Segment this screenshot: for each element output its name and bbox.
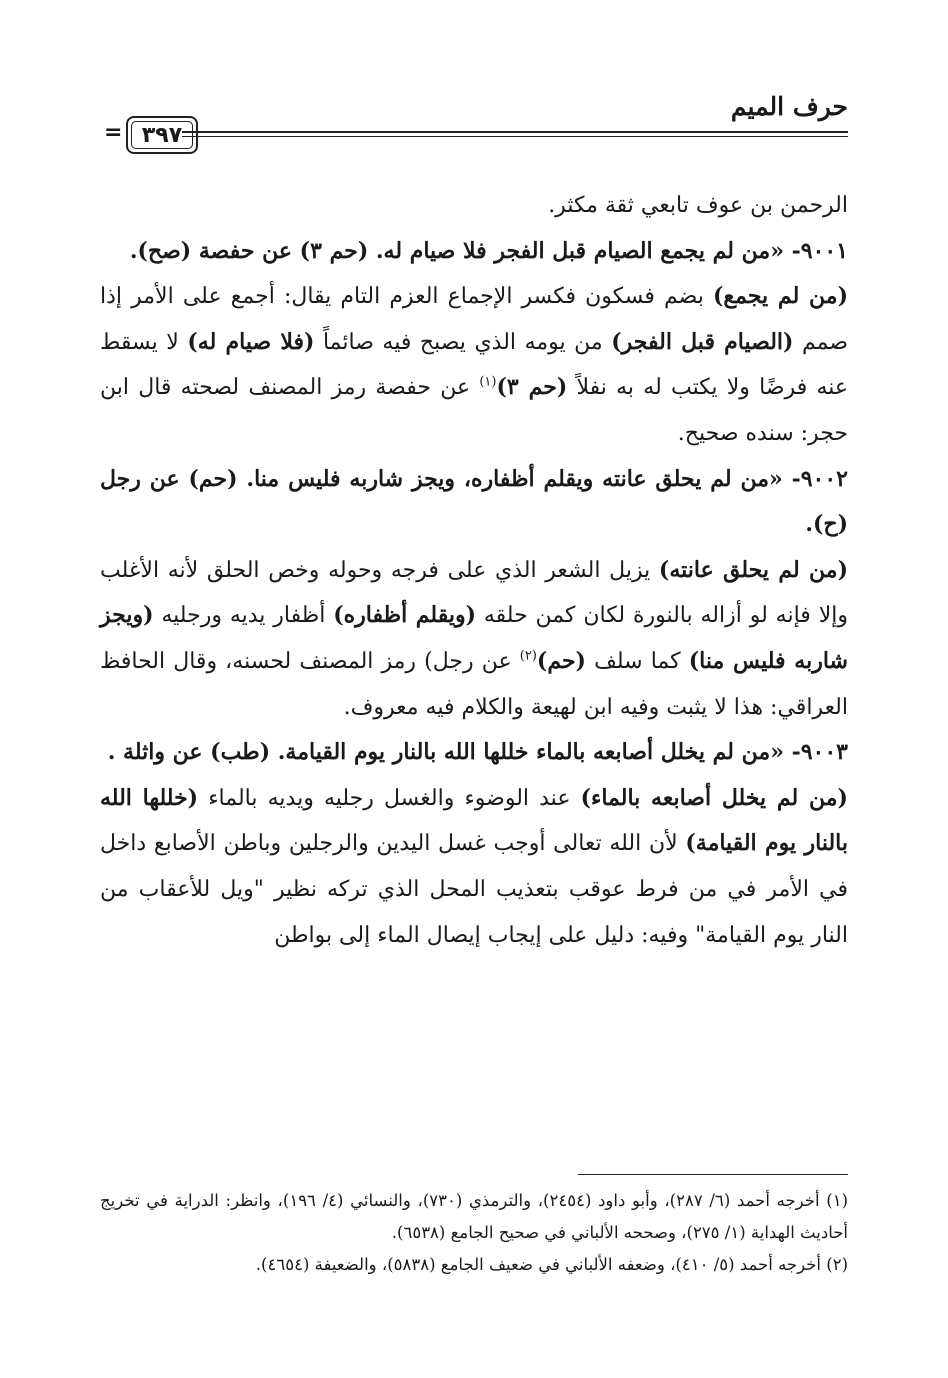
quoted-term: (من لم يحلق عانته) [658,556,848,583]
commentary-9003 [100,776,848,958]
main-text [100,183,848,958]
hadith-entry-9003: ٩٠٠٣- «من لم يخلل أصابعه بالماء خللها الله بالنار يوم القيامة. (طب) عن واثلة . [107,739,848,766]
footnote-marker: (١) [479,375,497,391]
paragraph-continuation: الرحمن بن عوف تابعي ثقة مكثر. [548,193,848,218]
header-ornament: = [104,120,123,145]
quoted-term: (ويجز شاربه فليس منا) [100,602,848,674]
commentary-text: عن رجل) رمز المصنف لحسنه، وقال الحافظ العراقي: هذا لا يثبت وفيه ابن لهيعة والكلام فيه معروف. [100,648,848,720]
commentary-text: لأن الله تعالى أوجب غسل اليدين والرجلين وباطن الأصابع داخل في الأمر في من فرط عوقب بتعذيب المحل الذي تركه نظير "ويل للأعقاب من النار يوم القيامة" وفيه: دليل على إيجاب إيصال الماء إلى بواطن [100,831,848,948]
running-header-title: حرف الميم [730,92,848,121]
page-number: ٣٩٧ [131,121,193,149]
footnotes [100,1185,848,1281]
commentary-text: عن حفصة رمز المصنف لصحته قال ابن حجر: سنده صحيح. [100,375,848,446]
quoted-term: (الصيام قبل الفجر) [611,328,794,355]
commentary-9002 [100,548,848,730]
commentary-text: أظفار يديه ورجليه [153,603,334,629]
quoted-term: (فلا صيام له) [187,328,315,355]
commentary-text: بضم فسكون فكسر الإجماع العزم التام يقال: أجمع على الأمر إذا صمم [100,284,849,355]
commentary-text: يزيل الشعر الذي على فرجه وحوله وخص الحلق لأنه الأغلب وإلا فإنه لو أزاله بالنورة لكان كمن حلقه [100,557,848,629]
footnote-1: (١) أخرجه أحمد (٦/ ٢٨٧)، وأبو داود (٢٤٥٤)، والترمذي (٧٣٠)، والنسائي (٤/ ١٩٦)، وانظر: الدراية في تخريج أحاديث الهداية (١/ ٢٧٥)، وصححه الألباني في صحيح الجامع (٦٥٣٨). [100,1191,848,1242]
quoted-term: (حم ٣) [496,374,568,401]
commentary-text: كما سلف [585,648,689,674]
header-rule-thin [182,136,848,137]
quoted-term: (من لم يجمع) [712,283,848,310]
commentary-text: من يومه الذي يصبح فيه صائماً [314,329,612,355]
commentary-text: لا يسقط عنه فرضًا ولا يكتب له به نفلاً [100,329,849,401]
commentary-9001 [100,274,848,456]
quoted-term: (من لم يخلل أصابعه بالماء) [580,784,848,811]
page-number-frame [126,116,198,154]
footnote-marker: (٢) [519,648,537,664]
hadith-entry-9001: ٩٠٠١- «من لم يجمع الصيام قبل الفجر فلا صيام له. (حم ٣) عن حفصة (صح). [129,237,848,264]
quoted-term: (خللها الله بالنار يوم القيامة) [100,784,848,857]
quoted-term: (ويقلم أظفاره) [333,602,476,629]
footnote-separator [578,1174,848,1175]
footnote-2: (٢) أخرجه أحمد (٥/ ٤١٠)، وضعفه الألباني في ضعيف الجامع (٥٨٣٨)، والضعيفة (٤٦٥٤). [255,1255,848,1274]
commentary-text: عند الوضوء والغسل رجليه ويديه بالماء [198,785,581,811]
header-rule-thick [182,131,848,133]
hadith-entry-9002: ٩٠٠٢- «من لم يحلق عانته ويقلم أظفاره، ويجز شاربه فليس منا. (حم) عن رجل (ح). [100,465,848,538]
quoted-term: (حم) [536,647,586,674]
header-rule [182,131,848,139]
